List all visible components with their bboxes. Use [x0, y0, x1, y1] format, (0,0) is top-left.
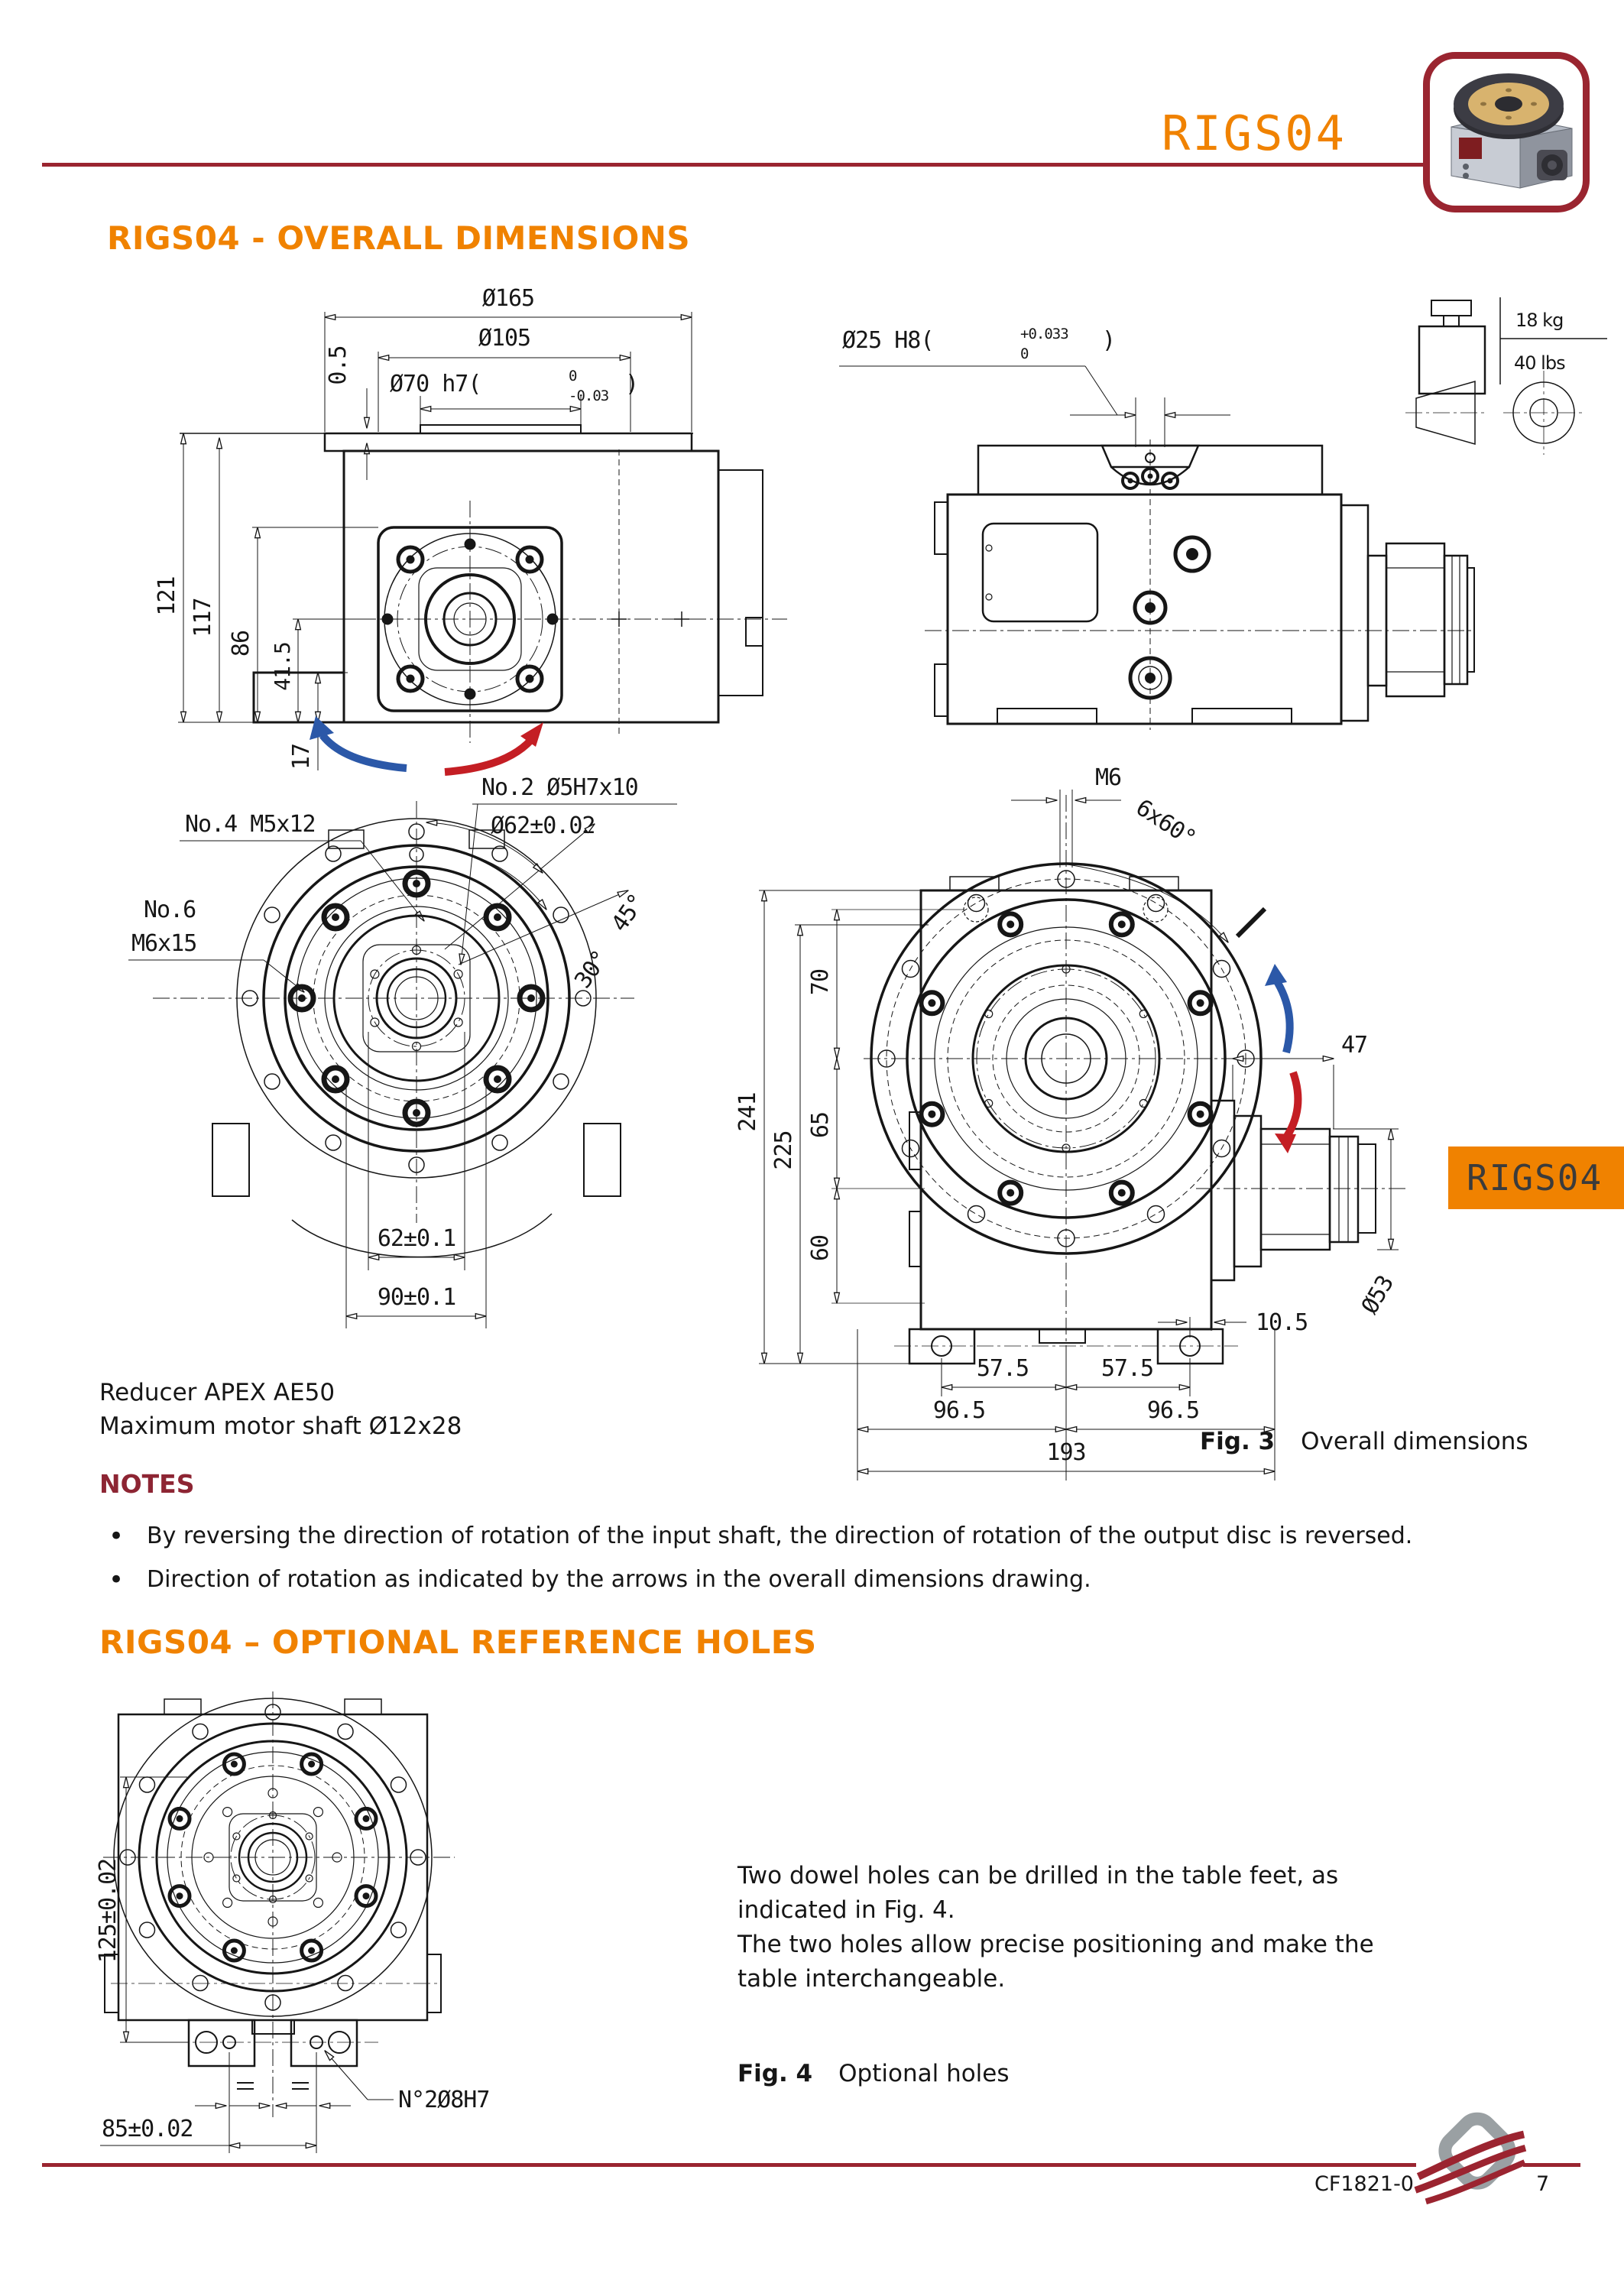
page-title: RIGS04 [1162, 105, 1347, 161]
footer-doc-code: CF1821-0 [1314, 2172, 1414, 2196]
dim-label: 17 [288, 743, 315, 770]
dim-label: 96.5 [1146, 1397, 1200, 1424]
dim-tolerance-lower: 0 [1020, 345, 1029, 362]
dim-label: ) [625, 371, 639, 397]
dim-label: 241 [734, 1092, 761, 1132]
dim-label: 85±0.02 [102, 2116, 193, 2142]
callout-no2-holes: No.2 Ø5H7x10 [481, 774, 638, 801]
callout-no6-holes-2: M6x15 [131, 930, 197, 957]
dim-label: Ø70 h7( [390, 371, 481, 397]
fig4-caption [737, 2060, 1010, 2087]
dim-label: 47 [1341, 1032, 1368, 1059]
first-angle-projection-icon [1405, 371, 1586, 455]
company-logo [1414, 2116, 1527, 2207]
dim-label: 125±0.02 [95, 1858, 122, 1964]
paragraph-line: The two holes allow precise positioning and make the [737, 1931, 1374, 1958]
page-number: 7 [1536, 2172, 1550, 2196]
dim-label: 0.5 [325, 345, 352, 385]
reducer-info [99, 1376, 462, 1443]
dim-label: M6 [1095, 764, 1122, 791]
header-rule [42, 163, 1580, 167]
dim-label: 70 [807, 968, 834, 996]
fig3-caption-label: Fig. 3 [1200, 1428, 1276, 1455]
notes-heading: NOTES [99, 1469, 195, 1499]
weight-kg: 18 kg [1515, 310, 1564, 331]
dim-label: 86 [228, 630, 254, 657]
dim-label: 225 [770, 1130, 797, 1170]
dim-label: 62±0.1 [377, 1225, 456, 1252]
dim-tolerance-lower: -0.03 [569, 388, 609, 404]
weight-and-projection-symbols [1402, 294, 1624, 470]
dim-label: Ø62±0.02 [491, 812, 595, 839]
fig4-caption-label: Fig. 4 [737, 2060, 813, 2087]
dim-label: 193 [1046, 1439, 1086, 1466]
fig3-front-view-drawing [99, 764, 680, 1345]
ccw-rotation-arrow [1276, 979, 1290, 1052]
footer-rule-right [1523, 2163, 1580, 2167]
dim-label: 65 [807, 1111, 834, 1139]
side-tab-rigs04: RIGS04 [1448, 1146, 1624, 1209]
section2-heading: RIGS04 – OPTIONAL REFERENCE HOLES [99, 1623, 817, 1661]
dim-label: Ø105 [478, 325, 531, 352]
weight-icon [1419, 300, 1485, 394]
notes-list [99, 1523, 1567, 1610]
dim-label: Ø165 [481, 285, 535, 312]
footer-rule-left [42, 2163, 1416, 2167]
dim-label: 41.5 [270, 642, 295, 691]
callout-no4-holes: No.4 M5x12 [185, 811, 316, 838]
paragraph-line: table interchangeable. [737, 1965, 1006, 1993]
fig3-front-view2-drawing [730, 753, 1418, 1487]
dim-label: 117 [190, 598, 216, 637]
dim-label: ) [1102, 327, 1116, 354]
dim-label: 10.5 [1256, 1309, 1308, 1336]
dim-label: 96.5 [932, 1397, 986, 1424]
note-item: • Direction of rotation as indicated by the arrows in the overall dimensions drawing. [99, 1566, 1567, 1593]
fig3-caption-text: Overall dimensions [1301, 1428, 1528, 1455]
dim-label: 57.5 [976, 1355, 1029, 1382]
dim-tolerance-upper: +0.033 [1020, 326, 1068, 342]
dim-label: 60 [807, 1234, 834, 1262]
dim-label: 30° [569, 945, 614, 994]
fig3-side-view-drawing [115, 275, 802, 776]
ccw-rotation-arrow [323, 735, 407, 768]
paragraph-line: indicated in Fig. 4. [737, 1896, 955, 1924]
fig4-drawing [73, 1670, 562, 2159]
dim-tolerance-upper: 0 [569, 368, 577, 384]
paragraph-line: Two dowel holes can be drilled in the table feet, as [737, 1862, 1339, 1889]
fig4-caption-text: Optional holes [838, 2060, 1010, 2087]
dim-label: 121 [154, 576, 180, 616]
dim-label: 6x60° [1130, 794, 1201, 852]
section1-heading: RIGS04 - OVERALL DIMENSIONS [107, 219, 691, 257]
reducer-line2: Maximum motor shaft Ø12x28 [99, 1412, 462, 1440]
dim-label: Ø25 H8( [842, 327, 934, 354]
callout-no6-holes: No.6 [144, 897, 196, 923]
fig4-paragraph [737, 1859, 1563, 1996]
fig3-rear-view-drawing [833, 302, 1475, 738]
dim-label: 57.5 [1100, 1355, 1154, 1382]
dim-label: 90±0.1 [377, 1284, 456, 1311]
product-thumbnail [1423, 52, 1590, 212]
callout-dowel-holes: N°2Ø8H7 [398, 2087, 490, 2113]
product-image [1430, 59, 1583, 206]
weight-lbs: 40 lbs [1514, 352, 1565, 374]
fig3-caption [1200, 1428, 1528, 1455]
dim-label: Ø53 [1356, 1271, 1399, 1319]
note-item: • By reversing the direction of rotation of the input shaft, the direction of rotation of the output disc is reversed. [99, 1523, 1567, 1549]
reducer-line1: Reducer APEX AE50 [99, 1379, 335, 1406]
dim-label: 45° [606, 889, 651, 937]
